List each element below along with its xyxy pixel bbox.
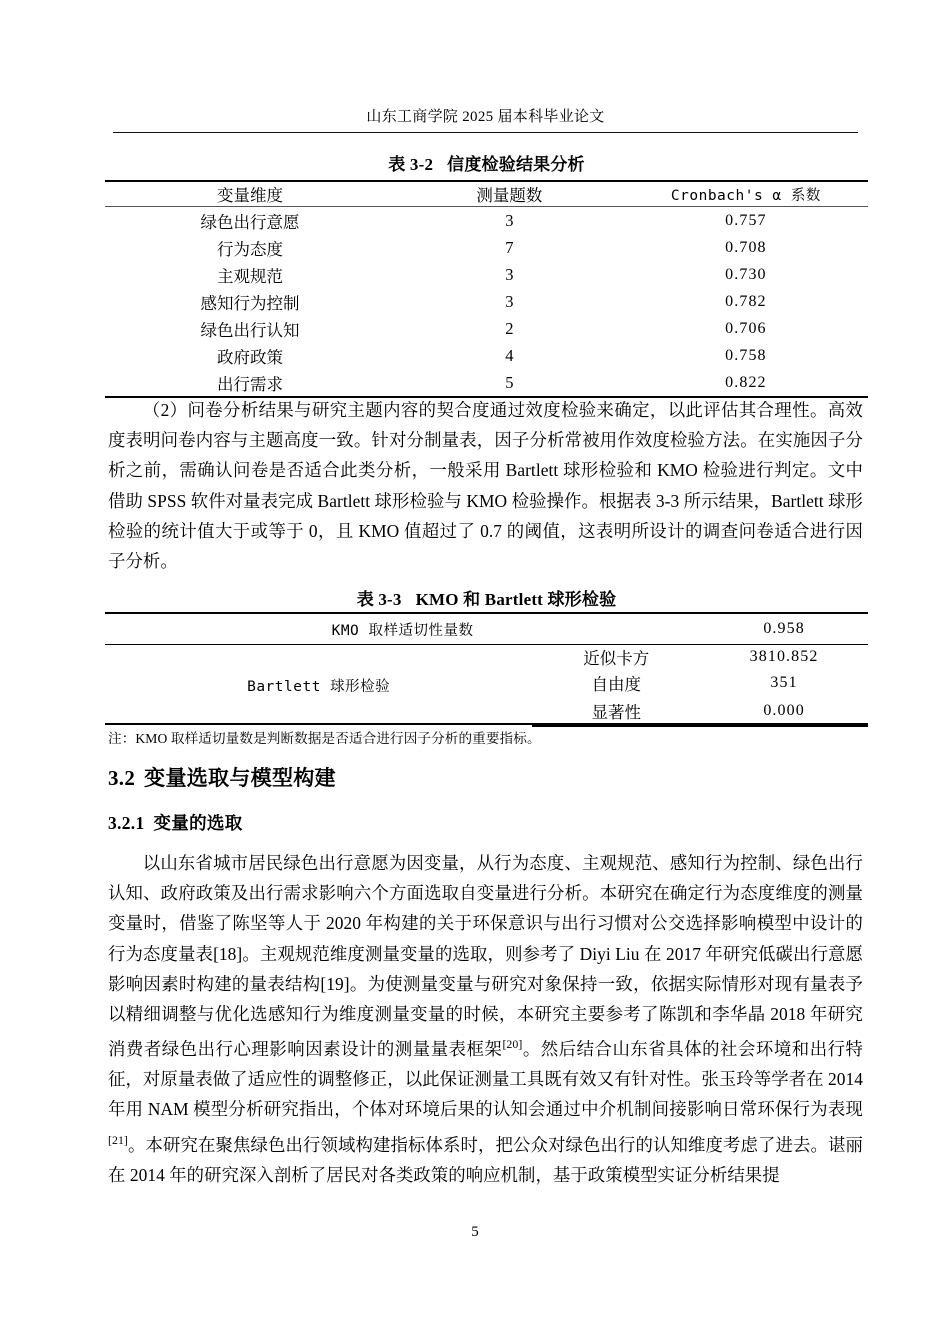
cell-kmo-value: 0.958 [700,613,868,645]
heading-3-2 [108,762,336,792]
table-3-3 [105,612,868,727]
cell-dimension: 出行需求 [105,369,395,397]
table-row [105,645,868,670]
table-3-2-col-alpha: Cronbach's α 系数 [624,181,868,207]
table-3-3-caption [105,585,868,610]
cell-dimension: 绿色出行认知 [200,320,300,340]
citation-ref-20: [20] [502,1037,523,1052]
table-row [105,342,868,369]
cell-items: 3 [505,210,514,230]
table-3-3-bottom-rule [105,723,868,725]
cell-items: 3 [505,264,514,284]
paragraph-variable-selection [108,848,863,1190]
cell-dimension: 感知行为控制 [200,293,300,313]
table-row [105,369,868,397]
table-3-2-caption [105,150,868,175]
cell-alpha: 0.757 [725,211,767,229]
cell-alpha: 0.706 [725,319,767,337]
header-rule [113,132,858,133]
table-row [105,207,868,235]
table-3-2-caption-title: 信度检验结果分析 [447,155,585,174]
table-row [105,288,868,315]
table-3-3-caption-label: 表 3-3 [356,590,402,609]
cell-alpha: 0.758 [725,346,767,364]
cell-items: 3 [505,291,514,311]
cell-stat-value: 351 [770,674,798,691]
cell-stat-label: 显著性 [532,697,700,726]
cell-bartlett-label: Bartlett 球形检验 [247,679,391,695]
cell-dimension: 行为态度 [216,239,283,259]
citation-ref-21: [21] [108,1132,128,1147]
cell-items: 4 [505,345,514,365]
cell-dimension: 政府政策 [216,347,283,367]
table-row [105,234,868,261]
cell-alpha: 0.730 [725,265,767,283]
cell-stat-value: 3810.852 [749,648,819,665]
cell-items: 5 [395,369,624,397]
paragraph-validity: （2）问卷分析结果与研究主题内容的契合度通过效度检验来确定，以此评估其合理性。高效度表明问卷内容与主题高度一致。针对分制量表，因子分析常被用作效度检验方法。在实施因子分析之前，需确认问卷是否适合此类分析，一般采用 Bartlett 球形检验和 KMO 检验进行判定。文中借助 SPSS 软件对量表完成 Bartlett 球形检验与 KMO 检验操作。根据表 3-3 所示结果，Bartlett 球形检验的统计值大于或等于 0，且 KMO 值超过了 0.7 的阈值，这表明所设计的调查问卷适合进行因子分析。 [108,400,863,572]
table-3-2 [105,180,868,398]
table-3-2-header-row [105,181,868,207]
cell-stat-label: 近似卡方 [583,649,650,668]
table-3-2-col-dimension: 变量维度 [105,181,395,207]
table-3-3-note: 注：KMO 取样适切量数是判断数据是否适合进行因子分析的重要指标。 [108,731,541,746]
cell-alpha: 0.822 [624,369,868,397]
cell-alpha: 0.708 [725,238,767,256]
heading-3-2-1-number: 3.2.1 [108,813,145,833]
table-row-kmo [105,613,868,645]
cell-alpha: 0.782 [725,292,767,310]
heading-3-2-1-title: 变量的选取 [153,813,243,833]
heading-3-2-title: 变量选取与模型构建 [144,766,336,790]
cell-dimension: 绿色出行意愿 [200,212,300,232]
paragraph-part-2: 。然后结合山东省具体的社会环境和出行特征，对原量表做了适应性的调整修正，以此保证测量工具既有效又有针对性。张玉玲等学者在 2014 年用 NAM 模型分析研究指出，个体对环境后果的认知会通过中介机制间接影响日常环保行为表现 [108,1039,863,1120]
running-header: 山东工商学院 2025 届本科毕业论文 [366,109,605,125]
page-number: 5 [471,1224,479,1240]
heading-3-2-number: 3.2 [108,766,136,790]
cell-dimension: 主观规范 [216,266,283,286]
paragraph-part-3: 。本研究在聚焦绿色出行领域构建指标体系时，把公众对绿色出行的认知维度考虑了进去。谌丽在 2014 年的研究深入剖析了居民对各类政策的响应机制，基于政策模型实证分析结果提 [108,1134,863,1185]
table-3-3-caption-title: KMO 和 Bartlett 球形检验 [415,590,617,609]
heading-3-2-1 [108,810,243,835]
cell-items: 7 [505,237,514,257]
table-row [105,315,868,342]
cell-items: 2 [505,318,514,338]
cell-stat-label: 自由度 [591,675,641,694]
table-row [105,261,868,288]
table-3-2-caption-label: 表 3-2 [388,155,434,174]
table-3-2-col-items: 测量题数 [395,181,624,207]
cell-stat-value: 0.000 [700,697,868,726]
paragraph-part-1: 以山东省城市居民绿色出行意愿为因变量，从行为态度、主观规范、感知行为控制、绿色出行认知、政府政策及出行需求影响六个方面选取自变量进行分析。本研究在确定行为态度维度的测量变量时，借鉴了陈坚等人于 2020 年构建的关于环保意识与出行习惯对公交选择影响模型中设计的行为态度量表[18]。主观规范维度测量变量的选取，则参考了 Diyi Liu 在 2017 年研究低碳出行意愿影响因素时构建的量表结构[19]。为使测量变量与研究对象保持一致，依据实际情形对现有量表予以精细调整与优化选感知行为维度测量变量的时候，本研究主要参考了陈凯和李华晶 2018 年研究消费者绿色出行心理影响因素设计的测量量表框架 [108,853,863,1060]
cell-kmo-label: KMO 取样适切性量数 [105,613,700,645]
